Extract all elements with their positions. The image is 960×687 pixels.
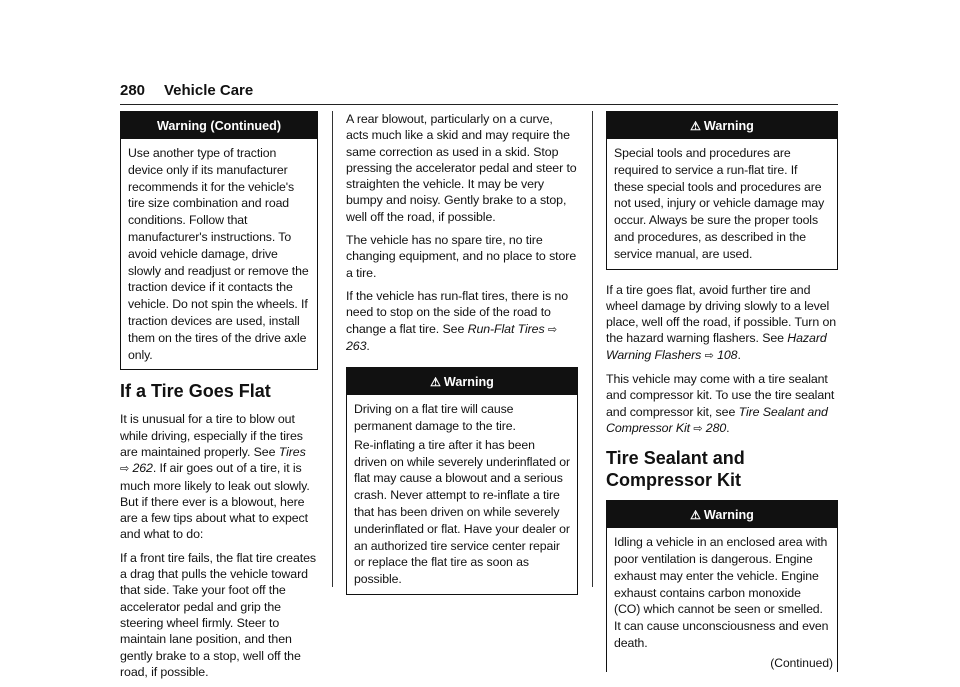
warning-text: Driving on a flat tire will cause permanent damage to the tire.	[354, 402, 516, 433]
warning-box	[346, 367, 578, 595]
paragraph: The vehicle has no spare tire, no tire changing equipment, and no place to store a tire.	[346, 233, 577, 280]
column-3	[606, 111, 838, 682]
cross-reference-link[interactable]: Hazard Warning Flashers ⇨ 108	[606, 331, 827, 362]
warning-title: Warning	[443, 375, 494, 390]
section-heading: If a Tire Goes Flat	[120, 381, 271, 402]
column-2	[346, 111, 578, 605]
warning-triangle-icon: ⚠	[430, 375, 441, 390]
warning-triangle-icon: ⚠	[690, 508, 701, 523]
warning-text: Idling a vehicle in an enclosed area with poor ventilation is dangerous. Engine exhaust may enter the vehicle. Engine exhaust contains carbon monoxide (CO) which cannot be seen or smelled. It can cause unconsciousness and even death.	[614, 535, 829, 651]
paragraph: It is unusual for a tire to blow out while driving, especially if the tires are maintained properly. See Tires ⇨ 262. If air goes out of a tire, it is much more likely to leak out slowly. But if there ever is a blowout, here are a few tips about what to expect and what to do:	[120, 412, 310, 542]
column-divider	[592, 111, 593, 587]
cross-reference-link[interactable]: Tire Sealant and Compressor Kit ⇨ 280	[606, 404, 828, 435]
warning-title: Warning (Continued)	[121, 112, 317, 139]
arrow-right-icon: ⇨	[547, 323, 558, 336]
page-header	[120, 82, 838, 105]
paragraph: If a front tire fails, the flat tire creates a drag that pulls the vehicle toward that side. Take your foot off the accelerator pedal and grip the steering wheel firmly. Steer to maintain lane position, and then gently brake to a stop, well off the road, if possible.	[120, 550, 316, 679]
arrow-right-icon: ⇨	[120, 463, 130, 476]
warning-title: Warning	[703, 508, 754, 523]
paragraph: If a tire goes flat, avoid further tire and wheel damage by driving slowly to a level place, well off the road, if possible. Turn on the hazard warning flashers. See Hazard Warning Flashers ⇨ 108.	[606, 282, 837, 362]
warning-title: Warning	[703, 119, 754, 133]
section-title: Vehicle Care	[164, 82, 254, 99]
page-number: 280	[120, 82, 146, 99]
warning-box	[120, 111, 318, 370]
warning-triangle-icon: ⚠	[690, 119, 701, 133]
warning-text: Special tools and procedures are required to service a run-flat tire. If these special tools and procedures are not used, injury or vehicle damage may occur. Always be sure the proper tools and procedures, as described in the service manual, are used.	[614, 146, 825, 261]
warning-text: Use another type of traction device only if its manufacturer recommends it for the vehicle's tire size combination and road conditions. Follow that manufacturer's instructions. To avoid vehicle damage, drive slowly and readjust or remove the traction device if it contacts the vehicle. Do not spin the wheels. If traction devices are used, install them on the tires of the drive axle only.	[128, 146, 309, 362]
arrow-right-icon: ⇨	[704, 349, 714, 362]
paragraph: If the vehicle has run-flat tires, there is no need to stop on the side of the road to change a flat tire. See Run-Flat Tires ⇨ 263.	[346, 288, 568, 353]
continued-label: (Continued)	[770, 655, 833, 670]
cross-reference-link[interactable]: Run-Flat Tires ⇨ 263	[346, 321, 558, 353]
paragraph: This vehicle may come with a tire sealant and compressor kit. To use the tire sealant and compressor kit, see Tire Sealant and Compressor Kit ⇨ 280.	[606, 372, 835, 435]
section-heading: Tire Sealant and Compressor Kit	[606, 448, 745, 491]
warning-box	[606, 500, 838, 672]
column-1	[120, 111, 318, 687]
cross-reference-link[interactable]: Tires ⇨ 262	[120, 444, 306, 476]
column-divider	[332, 111, 333, 587]
warning-text: Re-inflating a tire after it has been driven on while severely underinflated or flat may cause a blowout and a serious crash. Never attempt to re-inflate a tire that has been driven on while severely underinflated or flat. Have your dealer or an authorized tire service center repair or replace the flat tire as soon as possible.	[354, 437, 571, 587]
warning-box	[606, 111, 838, 270]
paragraph: A rear blowout, particularly on a curve, acts much like a skid and may require the same correction as used in a skid. Stop pressing the accelerator pedal and steer to straighten the vehicle. It may be very bumpy and noisy. Gently brake to a stop, well off the road, if possible.	[346, 112, 577, 224]
arrow-right-icon: ⇨	[693, 422, 703, 435]
